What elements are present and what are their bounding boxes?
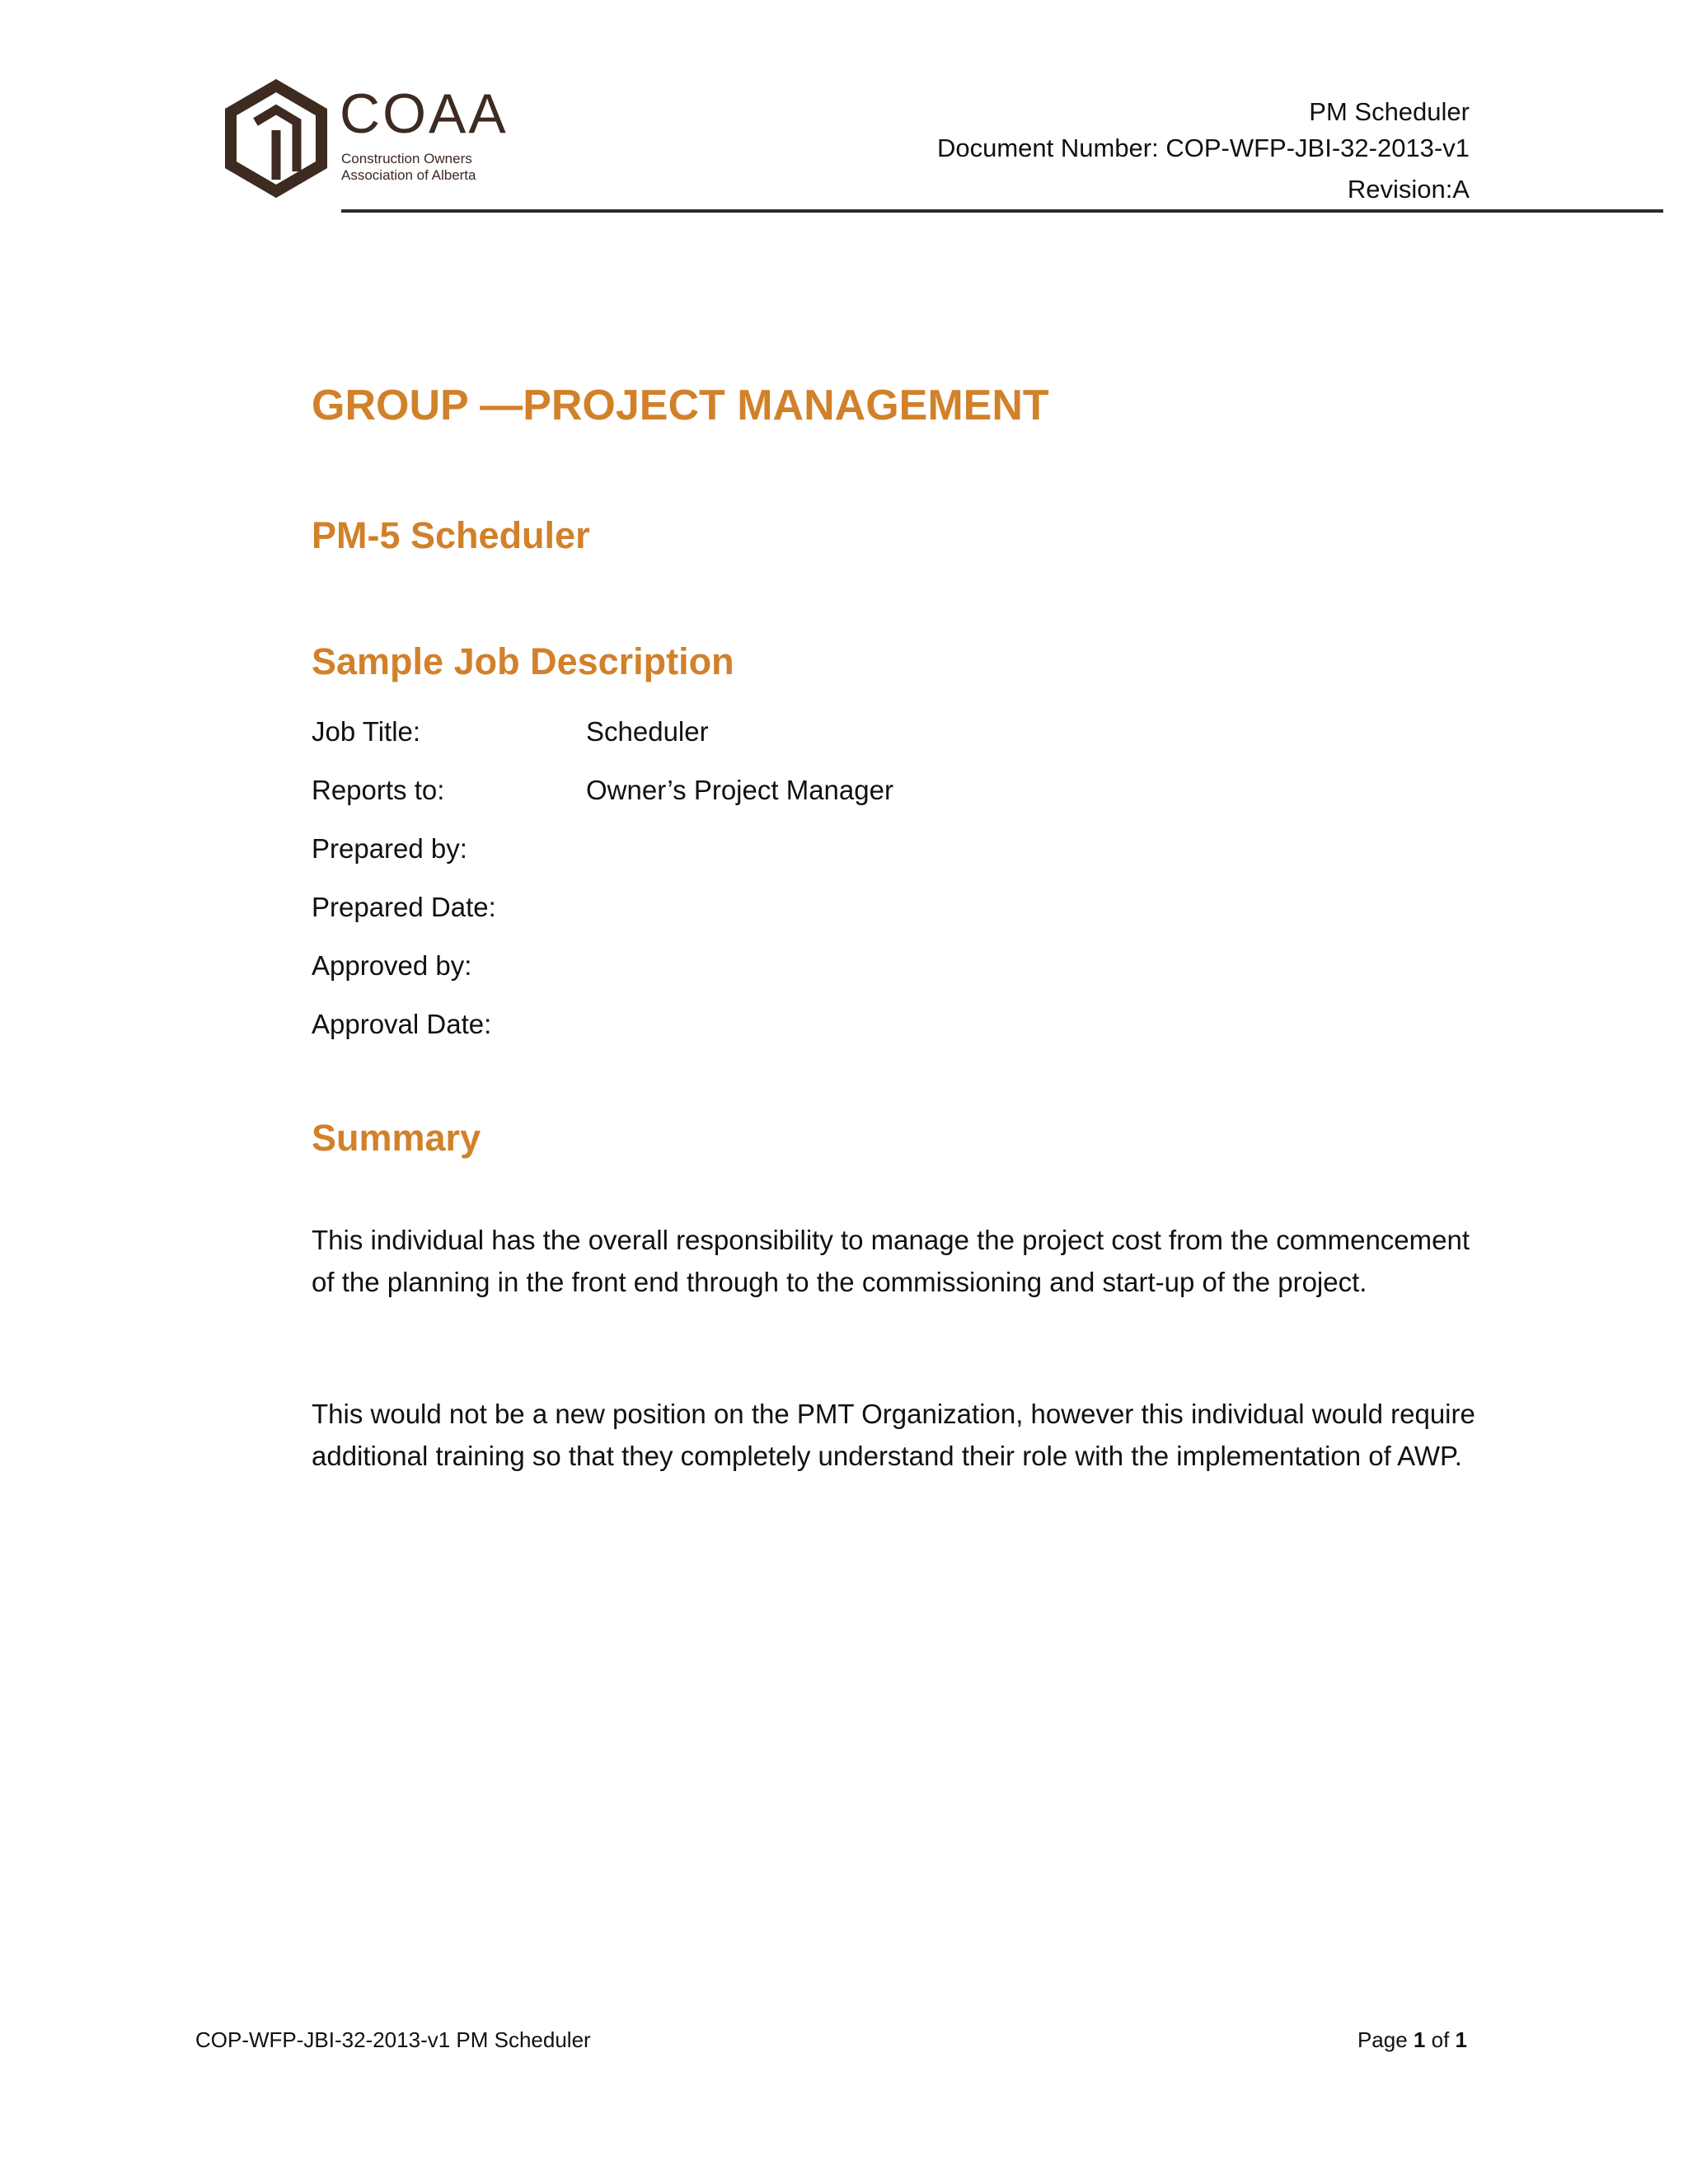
section-heading: Sample Job Description <box>312 640 734 682</box>
logo-wordmark: COAA <box>340 82 509 145</box>
field-row-approved-by <box>312 952 586 979</box>
summary-paragraph: This would not be a new position on the PMT Organization, however this individual would require additional training so that they completely understand their role with the implementation of AWP. <box>312 1399 1475 1471</box>
summary-paragraph: This individual has the overall responsibility to manage the project cost from the commencement of the planning in the front end through to the commissioning and start-up of the project. <box>312 1225 1470 1297</box>
group-heading: GROUP —PROJECT MANAGEMENT <box>312 382 1049 429</box>
field-row-prepared-date <box>312 893 586 921</box>
field-row-prepared-by <box>312 835 586 862</box>
field-row-approval-date <box>312 1010 586 1038</box>
field-label: Job Title: <box>312 716 421 747</box>
header-document-number: Document Number: COP-WFP-JBI-32-2013-v1 <box>936 134 1470 162</box>
summary-heading: Summary <box>312 1117 481 1159</box>
field-row-reports-to <box>312 776 893 804</box>
logo-tagline: Construction Owners <box>341 151 472 166</box>
coaa-logo <box>223 79 509 203</box>
page-total: 1 <box>1455 2027 1467 2052</box>
field-row-job-title <box>312 718 709 745</box>
footer-document-reference: COP-WFP-JBI-32-2013-v1 PM Scheduler <box>195 2027 591 2052</box>
field-label: Prepared Date: <box>312 892 496 922</box>
header-revision: Revision:A <box>1347 175 1470 204</box>
page-prefix: Page <box>1357 2027 1414 2052</box>
hexagon-logo-icon <box>223 79 330 199</box>
field-label: Reports to: <box>312 775 445 805</box>
field-value: Scheduler <box>586 716 709 747</box>
page-separator: of <box>1425 2027 1456 2052</box>
footer-page-number <box>1357 2029 1467 2050</box>
field-label: Prepared by: <box>312 833 467 864</box>
header-divider <box>341 209 1663 213</box>
field-value: Owner’s Project Manager <box>586 775 893 805</box>
field-label: Approval Date: <box>312 1009 492 1039</box>
logo-tagline: Association of Alberta <box>341 167 476 183</box>
role-heading: PM-5 Scheduler <box>312 514 590 556</box>
page-current: 1 <box>1413 2027 1426 2052</box>
field-label: Approved by: <box>312 950 472 981</box>
header-title: PM Scheduler <box>1309 97 1470 126</box>
